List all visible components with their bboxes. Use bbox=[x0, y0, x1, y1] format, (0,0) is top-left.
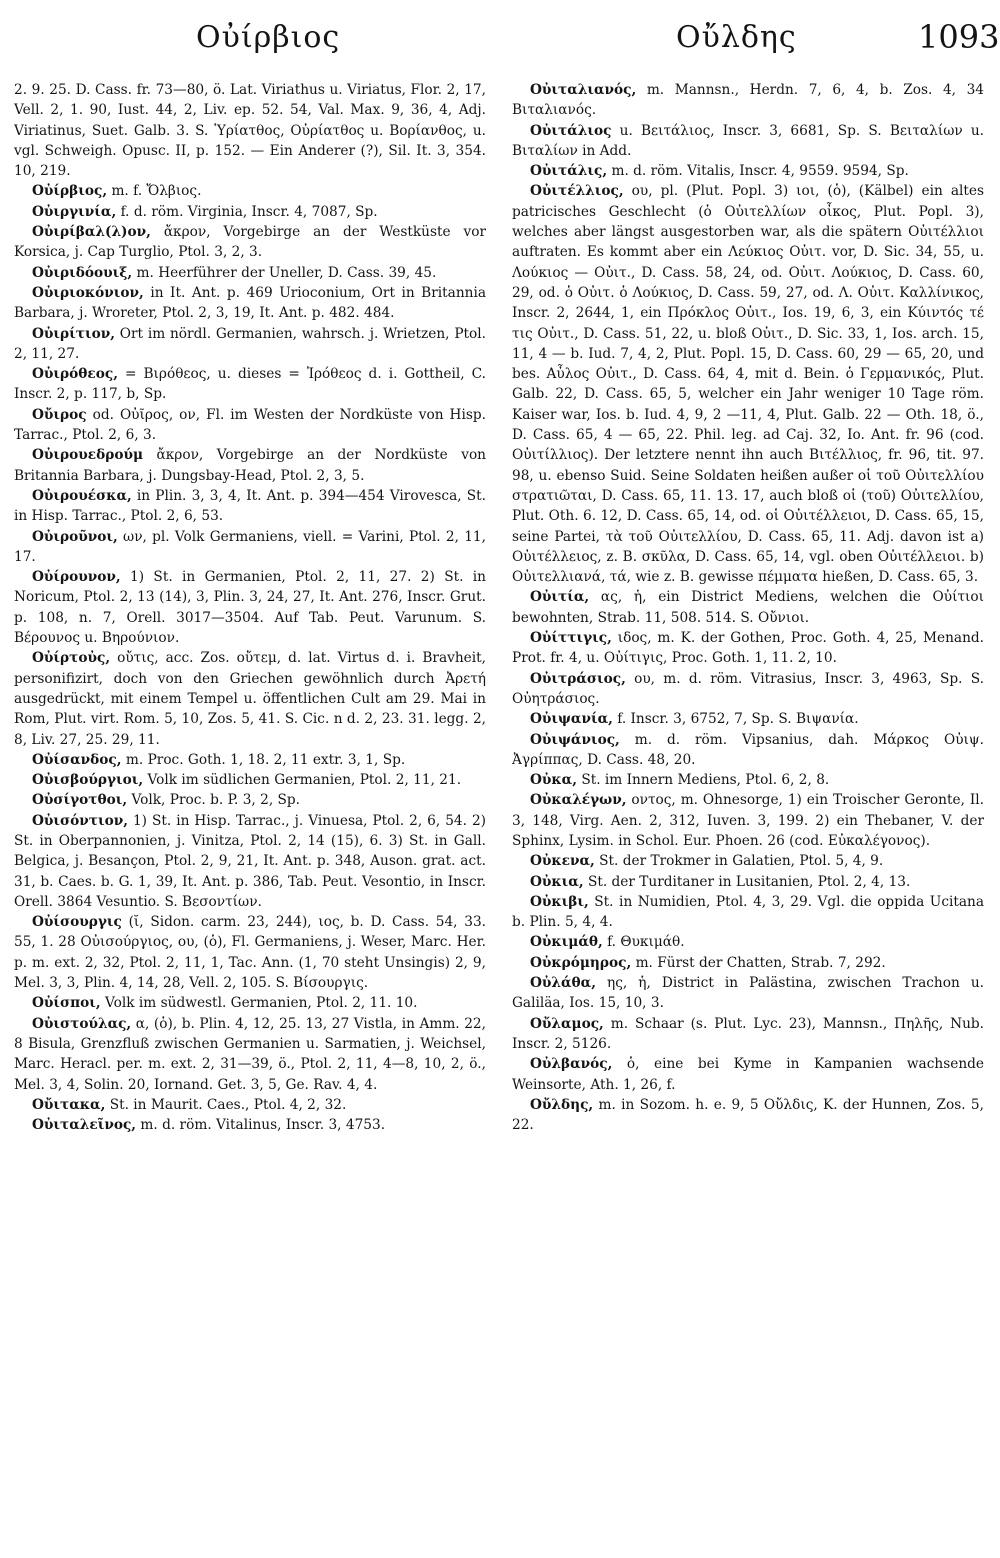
dictionary-entry bbox=[512, 669, 984, 710]
entry-text: f. Θυκιμάθ. bbox=[602, 934, 685, 951]
entry-headword: Οὐιριοκόνιον, bbox=[32, 284, 144, 301]
entry-text: St. in Maurit. Caes., Ptol. 4, 2, 32. bbox=[105, 1096, 347, 1113]
dictionary-entry bbox=[512, 790, 984, 851]
entry-text: m. d. röm. Vipsanius, dah. Μάρκος Οὐιψ. Ἀγρίππας, D. Cass. 48, 20. bbox=[512, 731, 984, 768]
dictionary-entry bbox=[14, 527, 486, 568]
entry-headword: Οὔλαμος, bbox=[530, 1015, 604, 1032]
entry-headword: Οὐίσποι, bbox=[32, 995, 101, 1012]
entry-text: m. Heerführer der Uneller, D. Cass. 39, 45. bbox=[132, 264, 437, 281]
entry-text: m. Fürst der Chatten, Strab. 7, 292. bbox=[631, 954, 886, 971]
entry-text: m. in Sozom. h. e. 9, 5 Οὔλδις, K. der Hunnen, Zos. 5, 22. bbox=[512, 1096, 984, 1134]
entry-headword: Οὐιρουέσκα, bbox=[32, 487, 132, 504]
dictionary-entry bbox=[512, 770, 984, 790]
entry-text: ἄκρον, Vorgebirge an der Westküste vor Korsica, j. Cap Turglio, Ptol. 3, 2, 3. bbox=[14, 224, 486, 261]
entry-text: m. d. röm. Vitalinus, Inscr. 3, 4753. bbox=[136, 1117, 386, 1134]
entry-text: f. Inscr. 3, 6752, 7, Sp. S. Βιψανία. bbox=[612, 711, 859, 728]
dictionary-entry bbox=[512, 872, 984, 892]
entry-headword: Οὐιταλιανός, bbox=[530, 82, 637, 98]
dictionary-entry bbox=[512, 628, 984, 669]
dictionary-entry bbox=[512, 161, 984, 181]
page-number: 1093 bbox=[918, 18, 1000, 56]
entry-text: 1) St. in Hisp. Tarrac., j. Vinuesa, Ptol. 2, 6, 54. 2) St. in Oberpannonien, j. Vinitza, Ptol. 2, 14 (15), 6. 3) St. in Gall. Belgica, j. Besançon, Ptol. 2, 9, 21, It. Ant. p. 348, Auson. grat. act. 31, b. Caes. b. G. 1, 39, It. Ant. p. 386, Tab. Peut. Vesontio, in Inscr. Orell. 3864 Vesuntio. S. Βεσοντίων. bbox=[14, 812, 486, 910]
dictionary-entry bbox=[14, 405, 486, 446]
entry-headword: Οὔιτακα, bbox=[32, 1096, 106, 1113]
right-column bbox=[512, 80, 984, 1550]
entry-text: St. in Numidien, Ptol. 4, 3, 29. Vgl. die oppida Ucitana b. Plin. 5, 4, 4. bbox=[512, 893, 984, 931]
dictionary-entry bbox=[14, 486, 486, 527]
dictionary-entry bbox=[14, 1014, 486, 1095]
dictionary-entry bbox=[14, 222, 486, 263]
entry-headword: Οὐλβανός, bbox=[530, 1056, 613, 1073]
dictionary-entry bbox=[512, 80, 984, 121]
dictionary-entry bbox=[512, 181, 984, 587]
entry-headword: Οὐιτάλιος bbox=[530, 122, 612, 139]
entry-text: α, (ὁ), b. Plin. 4, 12, 25. 13, 27 Vistla, in Amm. 22, 8 Bisula, Grenzfluß zwischen Germanien u. Sarmatien, j. Weichsel, Marc. Heracl. per. m. ext. 2, 31—39, ö., Ptol. 2, 11, 4—8, 10, 2, ö., Mel. 3, 4, Solin. 20, Iornand. Get. 3, 5, Ge. Rav. 4, 4. bbox=[14, 1015, 486, 1093]
entry-text: Volk im südwestl. Germanien, Ptol. 2, 11. 10. bbox=[100, 995, 418, 1012]
entry-text: m. Proc. Goth. 1, 18. 2, 11 extr. 3, 1, Sp. bbox=[121, 751, 406, 768]
dictionary-entry bbox=[14, 770, 486, 790]
entry-text: ου, pl. (Plut. Popl. 3) ιοι, (ὁ), (Kälbel) ein altes patricisches Geschlecht (ὁ Οὐιτελλίων οἶκος, Plut. Popl. 3), welches aber längst ausgestorben war, als die spätern Οὐιτέλλιοι auftraten. Es kommt aber ein Λεύκιος Οὐιτ. vor, D. Sic. 34, 55, u. Λούκιος — Οὐιτ., D. Cass. 58, 24, od. Οὐιτ. Λούκιος, D. Cass. 60, 29, od. ὁ Οὐιτ. ὁ Λούκιος, D. Cass. 59, 27, od. Λ. Οὐιτ. Καλλίνικος, Inscr. 2, 2644, 1, ein Πρόκλος Οὐιτ., Ios. 19, 6, 3, ein Κύιντός τέ τις Οὐιτ., D. Cass. 51, 22, u. bloß Οὐιτ., D. Sic. 33, 1, Ios. arch. 15, 11, 4 — b. Iud. 7, 4, 2, Plut. Popl. 15, D. Cass. 60, 29 — 65, 20, und bes. Αὖλος Οὐιτ., D. Cass. 64, 4, mit d. Bein. ὁ Γερμανικός, Plut. Galb. 22, D. Cass. 65, 5, welcher ein Jahr weniger 10 Tage röm. Kaiser war, Ios. b. Iud. 4, 9, 2 —11, 4, Plut. Galb. 22 — Oth. 18, ö., D. Cass. 65, 4 — 65, 22. Phil. leg. ad Caj. 32, Io. Ant. fr. 96 (cod. Οὐιτίλλιος). Der letztere nennt ihn auch Βιτέλλιος, fr. 96, tit. 97. 98, u. ebenso Suid. Seine Soldaten heißen außer οἱ τοῦ Οὐιτελλίου στρατιῶται, D. Cass. 65, 11. 13. 17, auch bloß οἱ (τοῦ) Οὐιτελλίου, Plut. Oth. 6. 12, D. Cass. 65, 14, od. οἱ Οὐιτέλλειοι, D. Cass. 65, 15, seine Partei, τὰ τοῦ Οὐιτελλίου, D. Cass. 65, 11. Adj. davon ist a) Οὐιτέλλειος, z. B. σκῦλα, D. Cass. 65, 14, vgl. oben Οὐιτέλλειοι. b) Οὐιτελλιανά, τά, wie z. B. gewisse πέμματα hießen, D. Cass. 65, 3. bbox=[512, 183, 984, 586]
entry-text: 2. 9. 25. D. Cass. fr. 73—80, ö. Lat. Viriathus u. Viriatus, Flor. 2, 17, Vell. 2, 1. 90, Iust. 44, 2, Liv. ep. 52. 54, Val. Max. 9, 36, 4, Adj. Viriatinus, Suet. Galb. 3. S. Ὑρίατθος, Οὐρίατθος u. Βορίανθος, u. vgl. Schweigh. Opusc. II, p. 152. — Ein Anderer (?), Sil. It. 3, 354. 10, 219. bbox=[14, 82, 486, 180]
entry-headword: Οὐσίγοτθοι, bbox=[32, 792, 128, 809]
entry-text: ὁ, eine bei Kyme in Kampanien wachsende Weinsorte, Ath. 1, 26, f. bbox=[512, 1056, 984, 1093]
entry-text: f. d. röm. Virginia, Inscr. 4, 7087, Sp. bbox=[116, 203, 378, 220]
dictionary-entry bbox=[14, 1095, 486, 1115]
dictionary-entry bbox=[14, 181, 486, 201]
entry-text: in Plin. 3, 3, 4, It. Ant. p. 394—454 Virovesca, St. in Hisp. Tarrac., Ptol. 2, 6, 53. bbox=[14, 487, 486, 525]
dictionary-entry bbox=[512, 1014, 984, 1055]
entry-text: οὔτις, acc. Zos. οὔτεμ, d. lat. Virtus d. i. Bravheit, personifizirt, doch von den Griechen gewöhnlich durch Ἀρετή ausgedrückt, mit einem Tempel u. öffentlichen Cult am 29. Mai in Rom, Plut. virt. Rom. 5, 10, Zos. 5, 41. S. Cic. n d. 2, 23. 31. legg. 2, 8, Liv. 27, 25. 29, 11. bbox=[14, 650, 486, 748]
entry-text: in It. Ant. p. 469 Urioconium, Ort in Britannia Barbara, j. Wroreter, Ptol. 2, 3, 19, It. Ant. p. 482. 484. bbox=[14, 284, 486, 322]
dictionary-entry bbox=[14, 912, 486, 993]
entry-headword: Οὐκα, bbox=[530, 772, 577, 789]
dictionary-entry bbox=[512, 892, 984, 933]
entry-text: St. im Innern Mediens, Ptol. 6, 2, 8. bbox=[576, 772, 830, 789]
entry-text: Volk im südlichen Germanien, Ptol. 2, 11, 21. bbox=[143, 772, 462, 789]
dictionary-entry bbox=[512, 953, 984, 973]
entry-text: ας, ἡ, ein District Mediens, welchen die Οὐίτιοι bewohnten, Strab. 11, 508. 514. S. Οὔνιοι. bbox=[512, 589, 984, 626]
entry-headword: Οὐκενα, bbox=[530, 853, 595, 870]
dictionary-entry bbox=[14, 1115, 486, 1135]
entry-headword: Οὐιτία, bbox=[530, 589, 590, 606]
dictionary-entry bbox=[14, 445, 486, 486]
dictionary-entry bbox=[14, 324, 486, 365]
entry-text: ου, m. d. röm. Vitrasius, Inscr. 3, 4963, Sp. S. Οὐητράσιος. bbox=[512, 670, 984, 707]
entry-headword: Οὐιστούλας, bbox=[32, 1015, 132, 1032]
dictionary-entry bbox=[512, 1054, 984, 1095]
entry-headword: Οὐιψανία, bbox=[530, 711, 613, 728]
entry-text: Ort im nördl. Germanien, wahrsch. j. Wrietzen, Ptol. 2, 11, 27. bbox=[14, 325, 486, 362]
entry-headword: Οὐιψάνιος, bbox=[530, 731, 620, 748]
entry-headword: Οὐιτέλλιος, bbox=[530, 183, 624, 200]
entry-headword: Οὐκαλέγων, bbox=[530, 792, 627, 809]
dictionary-entry bbox=[512, 1095, 984, 1136]
entry-headword: Οὔλδης, bbox=[530, 1096, 594, 1113]
entry-text: m. Schaar (s. Plut. Lyc. 23), Mannsn., Πηλῆς, Nub. Inscr. 2, 5126. bbox=[512, 1015, 984, 1052]
entry-headword: Οὐιτάλις, bbox=[530, 163, 608, 180]
dictionary-entry bbox=[512, 730, 984, 771]
left-column bbox=[14, 80, 486, 1550]
dictionary-entry bbox=[14, 790, 486, 810]
dictionary-entry bbox=[14, 648, 486, 749]
dictionary-entry bbox=[512, 973, 984, 1014]
entry-headword: Οὐιρίβαλ(λ)ον, bbox=[32, 224, 151, 241]
dictionary-entry bbox=[14, 567, 486, 648]
entry-text: οντος, m. Ohnesorge, 1) ein Troischer Geronte, Il. 3, 148, Virg. Aen. 2, 312, Iuven. 3, 199. 2) ein Thebaner, V. der Sphinx, Lysim. in Schol. Eur. Phoen. 26 (cod. Εὐκαλέγονος). bbox=[512, 792, 984, 849]
entry-text: od. Οὐῖρος, ον, Fl. im Westen der Nordküste von Hisp. Tarrac., Ptol. 2, 6, 3. bbox=[14, 406, 486, 444]
dictionary-entry bbox=[14, 993, 486, 1013]
entry-headword: Οὐίσουργις bbox=[32, 914, 122, 931]
entry-text: St. der Turditaner in Lusitanien, Ptol. 2, 4, 13. bbox=[583, 873, 911, 890]
entry-headword: Οὔιρος bbox=[32, 406, 87, 423]
entry-headword: Οὐκια, bbox=[530, 873, 584, 890]
entry-text: 1) St. in Germanien, Ptol. 2, 11, 27. 2) St. in Noricum, Ptol. 2, 13 (14), 3, Plin. 3, 24, 27, It. Ant. 276, Inscr. Grut. p. 108, n. 7, Orell. 3017—3504. Auf Tab. Peut. Varunum. S. Βέρουνος u. Βηρούνιον. bbox=[14, 569, 486, 647]
entry-headword: Οὐιρόθεος, bbox=[32, 366, 118, 383]
entry-headword: Οὐισβούργιοι, bbox=[32, 772, 144, 789]
entry-text: (ῐ, Sidon. carm. 23, 244), ιος, b. D. Cass. 54, 33. 55, 1. 28 Οὐισούργιος, ου, (ὁ), Fl. Germaniens, j. Weser, Marc. Her. p. m. ext. 2, 32, Ptol. 2, 11, 1, Tac. Ann. (1, 70 steht Unsingis) 2, 9, Mel. 3, 3, Plin. 4, 14, 28, Vell. 2, 105. S. Βίσουργις. bbox=[14, 914, 486, 992]
dictionary-entry bbox=[14, 263, 486, 283]
entry-headword: Οὐιρουεδρούμ bbox=[32, 447, 143, 464]
entry-text: u. Βειτάλιος, Inscr. 3, 6681, Sp. S. Βειταλίων u. Βιταλίων in Add. bbox=[512, 122, 984, 159]
entry-text: Volk, Proc. b. P. 3, 2, Sp. bbox=[127, 792, 301, 809]
entry-headword: Οὐιτράσιος, bbox=[530, 670, 626, 687]
dictionary-entry bbox=[512, 709, 984, 729]
left-guide-word: Οὐίρβιος bbox=[196, 20, 341, 55]
entry-headword: Οὐίρουνον, bbox=[32, 569, 121, 586]
dictionary-entry bbox=[14, 364, 486, 405]
entry-headword: Οὐίρβιος, bbox=[32, 183, 108, 200]
dictionary-entry bbox=[14, 202, 486, 222]
entry-text: ιδος, m. K. der Gothen, Proc. Goth. 4, 25, Menand. Prot. fr. 4, u. Οὐίτιγις, Proc. Goth. 1, 11. 2, 10. bbox=[512, 630, 984, 667]
dictionary-entry bbox=[14, 283, 486, 324]
entry-headword: Οὐκιμάθ, bbox=[530, 934, 603, 951]
entry-text: ων, pl. Volk Germaniens, viell. = Varini, Ptol. 2, 11, 17. bbox=[14, 528, 486, 565]
entry-headword: Οὐκιβι, bbox=[530, 893, 589, 910]
entry-text: = Βιρόθεος, u. dieses = Ἰρόθεος d. i. Gottheil, C. Inscr. 2, p. 117, b, Sp. bbox=[14, 366, 486, 403]
entry-headword: Οὐίσανδος, bbox=[32, 751, 122, 768]
dictionary-entry bbox=[14, 750, 486, 770]
entry-headword: Οὐισόντιον, bbox=[32, 812, 128, 829]
entry-headword: Οὐιριδόουιξ, bbox=[32, 264, 133, 281]
dictionary-entry bbox=[14, 811, 486, 912]
dictionary-entry bbox=[512, 851, 984, 871]
entry-headword: Οὐιταλεῖνος, bbox=[32, 1117, 137, 1134]
entry-headword: Οὐιρίτιον, bbox=[32, 325, 115, 342]
entry-headword: Οὐίττιγις, bbox=[530, 630, 612, 647]
entry-headword: Οὐίρτοὐς, bbox=[32, 650, 111, 667]
entry-text: m. d. röm. Vitalis, Inscr. 4, 9559. 9594, Sp. bbox=[607, 163, 909, 180]
dictionary-entry bbox=[512, 587, 984, 628]
dictionary-entry bbox=[14, 80, 486, 181]
entry-headword: Οὐλάθα, bbox=[530, 975, 596, 992]
dictionary-entry bbox=[512, 121, 984, 162]
entry-text: m. Mannsn., Herdn. 7, 6, 4, b. Zos. 4, 34 Βιταλιανός. bbox=[512, 82, 984, 119]
entry-text: m. f. Ὄλβιος. bbox=[107, 183, 202, 200]
right-guide-word: Οὔλδης bbox=[676, 20, 797, 55]
page-header bbox=[0, 8, 1000, 68]
entry-headword: Οὐιροῦνοι, bbox=[32, 528, 118, 545]
dictionary-entry bbox=[512, 932, 984, 952]
entry-headword: Οὐκρόμηρος, bbox=[530, 954, 632, 971]
entry-headword: Οὐιργινία, bbox=[32, 203, 117, 220]
entry-text: ης, ἡ, District in Palästina, zwischen Trachon u. Galiläa, Ios. 15, 10, 3. bbox=[512, 975, 984, 1012]
entry-text: St. der Trokmer in Galatien, Ptol. 5, 4, 9. bbox=[594, 853, 884, 870]
entry-text: ἄκρον, Vorgebirge an der Nordküste von Britannia Barbara, j. Dungsbay-Head, Ptol. 2, 3, 5. bbox=[14, 447, 486, 484]
